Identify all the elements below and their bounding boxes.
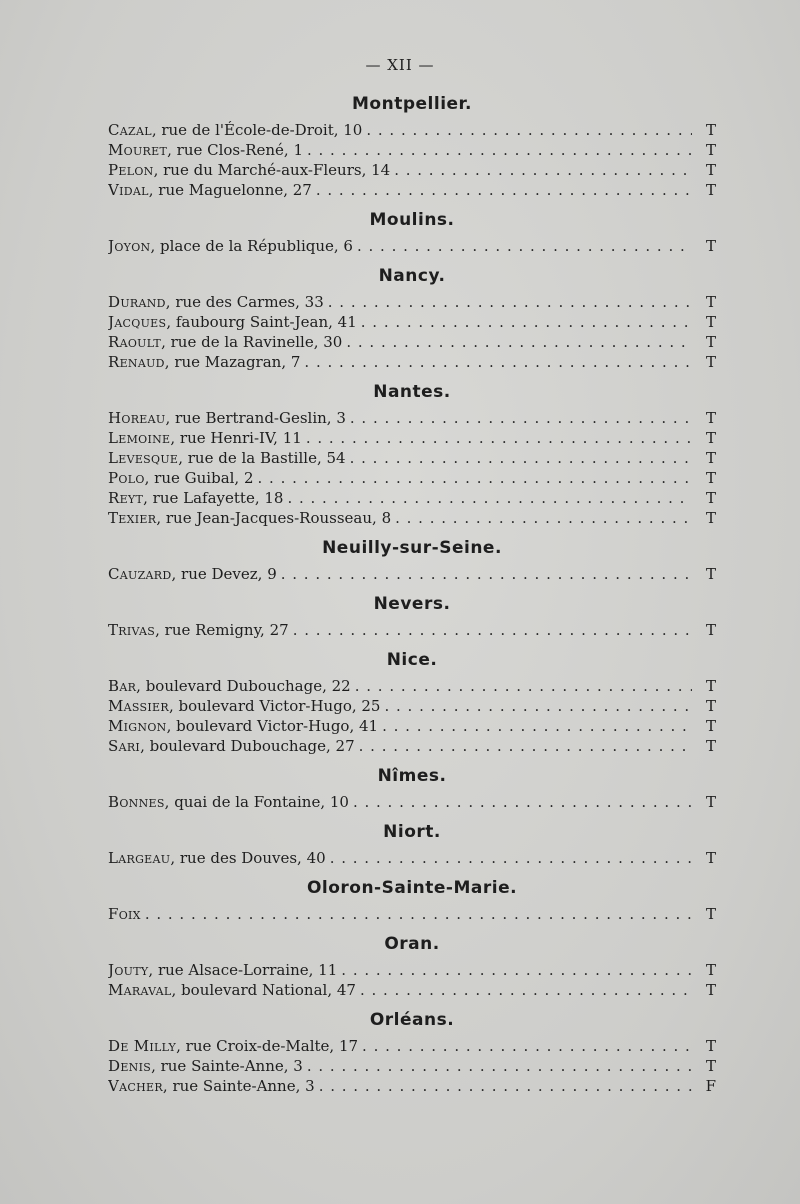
entry-text <box>108 180 312 200</box>
directory-entry <box>108 696 716 716</box>
entry-name: De Milly <box>108 1037 177 1055</box>
entry-code: T <box>705 737 716 755</box>
dot-leader <box>361 312 692 332</box>
directory-entry <box>108 508 716 528</box>
dot-leader <box>382 716 692 736</box>
dot-leader <box>394 160 692 180</box>
entry-text <box>108 1036 358 1056</box>
entry-name: Durand <box>108 293 166 311</box>
directory-entry <box>108 564 716 584</box>
directory-entry <box>108 180 716 200</box>
city-section <box>108 208 716 256</box>
entry-name: Foix <box>108 905 141 923</box>
entry-code: T <box>705 961 716 979</box>
entry-address: , rue Remigny, 27 <box>155 621 289 639</box>
city-heading: Nîmes. <box>377 766 447 786</box>
entry-name: Joyon <box>108 237 151 255</box>
city-section <box>108 1008 716 1096</box>
dot-leader <box>341 960 692 980</box>
dot-leader <box>355 676 692 696</box>
entry-name: Renaud <box>108 353 165 371</box>
directory-entry <box>108 792 716 812</box>
entry-text <box>108 508 391 528</box>
dot-leader <box>350 448 692 468</box>
dot-leader <box>357 236 692 256</box>
city-heading: Montpellier. <box>352 94 472 114</box>
entry-name: Vacher <box>108 1077 163 1095</box>
directory-entry <box>108 716 716 736</box>
dot-leader <box>353 792 692 812</box>
entry-code: T <box>705 905 716 923</box>
entry-address: , rue Alsace-Lorraine, 11 <box>148 961 338 979</box>
dot-leader <box>360 980 692 1000</box>
entry-code: T <box>705 1057 716 1075</box>
entry-text <box>108 676 351 696</box>
dot-leader <box>350 408 692 428</box>
directory-entry <box>108 428 716 448</box>
dot-leader <box>395 508 692 528</box>
dot-leader <box>384 696 692 716</box>
entry-address: , rue Sainte-Anne, 3 <box>151 1057 303 1075</box>
directory-entry <box>108 408 716 428</box>
entry-code: T <box>705 981 716 999</box>
dot-leader <box>330 848 692 868</box>
entry-text <box>108 448 346 468</box>
entry-text <box>108 564 277 584</box>
entry-address: , rue de l'École-de-Droit, 10 <box>151 121 363 139</box>
directory-entry <box>108 488 716 508</box>
page-number: — XII — <box>365 56 435 74</box>
entry-address: , rue des Carmes, 33 <box>165 293 324 311</box>
entry-code: T <box>705 429 716 447</box>
directory-entry <box>108 620 716 640</box>
entry-code: T <box>705 677 716 695</box>
city-heading: Oran. <box>384 934 440 954</box>
entry-text <box>108 792 349 812</box>
entry-address: , quai de la Fontaine, 10 <box>164 793 349 811</box>
entry-name: Cazal <box>108 121 152 139</box>
entry-code: T <box>705 849 716 867</box>
directory-list <box>108 84 716 1104</box>
entry-code: F <box>705 1077 716 1095</box>
city-section <box>108 876 716 924</box>
dot-leader <box>359 736 692 756</box>
entry-address: , rue Sainte-Anne, 3 <box>162 1077 315 1095</box>
entry-code: T <box>705 333 716 351</box>
entry-address: , rue Maguelonne, 27 <box>148 181 312 199</box>
entry-code: T <box>705 717 716 735</box>
dot-leader <box>281 564 692 584</box>
entry-address: , boulevard Victor-Hugo, 41 <box>166 717 379 735</box>
dot-leader <box>287 488 692 508</box>
entry-address: , rue du Marché-aux-Fleurs, 14 <box>153 161 391 179</box>
entry-text <box>108 140 303 160</box>
entry-code: T <box>705 489 716 507</box>
entry-address: , rue Devez, 9 <box>171 565 277 583</box>
city-section <box>108 648 716 756</box>
entry-code: T <box>705 621 716 639</box>
dot-leader <box>145 904 692 924</box>
entry-text <box>108 736 355 756</box>
city-section <box>108 592 716 640</box>
directory-entry <box>108 736 716 756</box>
dot-leader <box>362 1036 692 1056</box>
directory-entry <box>108 448 716 468</box>
dot-leader <box>293 620 692 640</box>
city-heading: Niort. <box>383 822 441 842</box>
entry-address: , rue Jean-Jacques-Rousseau, 8 <box>156 509 392 527</box>
entry-code: T <box>705 469 716 487</box>
entry-code: T <box>705 293 716 311</box>
entry-name: Maraval <box>108 981 172 999</box>
directory-entry <box>108 848 716 868</box>
entry-text <box>108 1056 303 1076</box>
entry-name: Texier <box>108 509 157 527</box>
entry-name: Raoult <box>108 333 162 351</box>
entry-name: Jacques <box>108 313 167 331</box>
entry-name: Sari <box>108 737 141 755</box>
entry-text <box>108 312 357 332</box>
entry-address: , place de la République, 6 <box>150 237 353 255</box>
entry-name: Vidal <box>108 181 149 199</box>
city-section <box>108 380 716 528</box>
dot-leader <box>328 292 692 312</box>
entry-address: , rue Mazagran, 7 <box>164 353 301 371</box>
entry-name: Polo <box>108 469 145 487</box>
entry-text <box>108 408 346 428</box>
entry-code: T <box>705 565 716 583</box>
entry-name: Levesque <box>108 449 179 467</box>
entry-text <box>108 960 337 980</box>
directory-entry <box>108 904 716 924</box>
entry-text <box>108 980 356 1000</box>
entry-name: Mignon <box>108 717 167 735</box>
entry-address: , rue Guibal, 2 <box>144 469 254 487</box>
entry-code: T <box>705 509 716 527</box>
entry-address: , boulevard Victor-Hugo, 25 <box>168 697 381 715</box>
directory-entry <box>108 980 716 1000</box>
city-section <box>108 536 716 584</box>
directory-entry <box>108 312 716 332</box>
dot-leader <box>319 1076 692 1096</box>
entry-code: T <box>705 237 716 255</box>
directory-entry <box>108 140 716 160</box>
dot-leader <box>307 140 692 160</box>
directory-entry <box>108 292 716 312</box>
entry-text <box>108 160 390 180</box>
entry-text <box>108 848 326 868</box>
entry-address: , rue Clos-René, 1 <box>167 141 303 159</box>
entry-text <box>108 332 342 352</box>
entry-address: , rue Henri-IV, 11 <box>170 429 302 447</box>
directory-entry <box>108 332 716 352</box>
entry-name: Cauzard <box>108 565 172 583</box>
entry-text <box>108 428 302 448</box>
city-heading: Neuilly-sur-Seine. <box>322 538 502 558</box>
city-section <box>108 264 716 372</box>
entry-code: T <box>705 181 716 199</box>
city-heading: Nice. <box>386 650 438 670</box>
entry-name: Mouret <box>108 141 168 159</box>
entry-address: , rue de la Ravinelle, 30 <box>161 333 343 351</box>
entry-address: , boulevard Dubouchage, 27 <box>140 737 355 755</box>
entry-name: Denis <box>108 1057 152 1075</box>
city-section <box>108 764 716 812</box>
entry-name: Bonnes <box>108 793 165 811</box>
entry-name: Lemoine <box>108 429 171 447</box>
directory-entry <box>108 352 716 372</box>
entry-address: , boulevard Dubouchage, 22 <box>136 677 351 695</box>
entry-code: T <box>705 409 716 427</box>
entry-code: T <box>705 313 716 331</box>
directory-entry <box>108 236 716 256</box>
city-section <box>108 932 716 1000</box>
entry-text <box>108 352 300 372</box>
entry-address: , faubourg Saint-Jean, 41 <box>166 313 357 331</box>
entry-code: T <box>705 1037 716 1055</box>
directory-entry <box>108 676 716 696</box>
entry-address: , rue Bertrand-Geslin, 3 <box>165 409 346 427</box>
directory-entry <box>108 120 716 140</box>
entry-text <box>108 236 353 256</box>
directory-entry <box>108 960 716 980</box>
entry-address: , rue Croix-de-Malte, 17 <box>176 1037 359 1055</box>
entry-code: T <box>705 121 716 139</box>
dot-leader <box>306 428 692 448</box>
entry-name: Trivas <box>108 621 156 639</box>
entry-text <box>108 1076 315 1096</box>
city-heading: Nevers. <box>373 594 451 614</box>
directory-entry <box>108 1076 716 1096</box>
entry-address: , rue de la Bastille, 54 <box>178 449 346 467</box>
entry-name: Largeau <box>108 849 171 867</box>
entry-text <box>108 904 141 924</box>
entry-text <box>108 292 324 312</box>
entry-name: Massier <box>108 697 169 715</box>
city-heading: Moulins. <box>369 210 455 230</box>
entry-name: Jouty <box>108 961 149 979</box>
dot-leader <box>346 332 692 352</box>
entry-code: T <box>705 353 716 371</box>
entry-name: Horeau <box>108 409 166 427</box>
dot-leader <box>366 120 692 140</box>
entry-address: , rue des Douves, 40 <box>170 849 326 867</box>
entry-address: , boulevard National, 47 <box>171 981 356 999</box>
entry-code: T <box>705 141 716 159</box>
entry-address: , rue Lafayette, 18 <box>143 489 284 507</box>
entry-text <box>108 716 378 736</box>
city-heading: Orléans. <box>369 1010 455 1030</box>
directory-entry <box>108 160 716 180</box>
entry-text <box>108 468 254 488</box>
dot-leader <box>307 1056 692 1076</box>
city-section <box>108 820 716 868</box>
entry-name: Reyt <box>108 489 144 507</box>
entry-code: T <box>705 793 716 811</box>
dot-leader <box>258 468 692 488</box>
entry-name: Bar <box>108 677 137 695</box>
dot-leader <box>304 352 692 372</box>
entry-text <box>108 620 289 640</box>
entry-code: T <box>705 449 716 467</box>
entry-code: T <box>705 697 716 715</box>
dot-leader <box>316 180 692 200</box>
entry-text <box>108 696 380 716</box>
directory-entry <box>108 1036 716 1056</box>
directory-entry <box>108 1056 716 1076</box>
city-section <box>108 92 716 200</box>
entry-code: T <box>705 161 716 179</box>
entry-text <box>108 488 283 508</box>
city-heading: Oloron-Sainte-Marie. <box>306 878 518 898</box>
city-heading: Nantes. <box>373 382 451 402</box>
city-heading: Nancy. <box>378 266 446 286</box>
entry-name: Pelon <box>108 161 154 179</box>
directory-entry <box>108 468 716 488</box>
entry-text <box>108 120 362 140</box>
